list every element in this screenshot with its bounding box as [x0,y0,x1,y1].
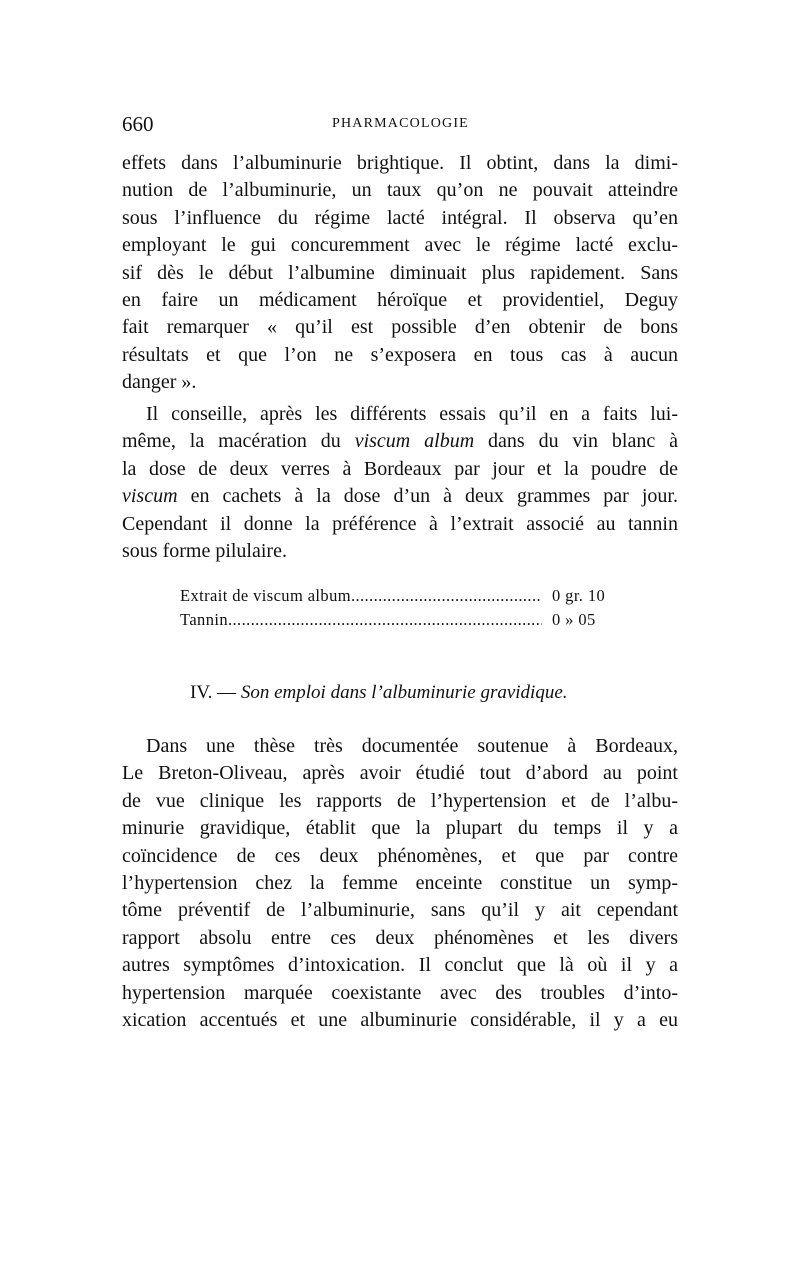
text-line [122,483,678,510]
running-head: PHARMACOLOGIE [332,116,469,131]
section-title-text: Son emploi dans l’albuminurie gravidique. [240,682,568,703]
text-line: effets dans l’albuminurie brightique. Il obtint, dans la dimi- [122,152,678,174]
text-line: sif dès le début l’albumine diminuait plus rapidement. Sans [122,261,678,284]
text-line: tôme préventif de l’albuminurie, sans qu’il y ait cependant [122,899,678,922]
text-line: hypertension marquée coexistante avec des troubles d’into- [122,981,678,1004]
text-line: Dans une thèse très documentée soutenue à Bordeaux, [146,735,678,757]
text-line: danger ». [122,371,197,394]
formula-dose: 0 gr. 10 [552,586,606,605]
paragraph-2 [122,401,678,565]
text-line: minurie gravidique, établit que la plupart du temps il y a [122,817,678,840]
page-header [122,112,678,142]
text-line: Le Breton-Oliveau, après avoir étudié tout d’abord au point [122,762,678,785]
text-line: rapport absolu entre ces deux phénomènes et les divers [122,926,678,949]
text-span: dans du vin blanc à [474,430,678,453]
text-line: la dose de deux verres à Bordeaux par jour et la poudre de [122,457,678,480]
text-line: coïncidence de ces deux phénomènes, et que par contre [122,844,678,867]
text-line: nution de l’albuminurie, un taux qu’on ne pouvait atteindre [122,179,678,202]
formula-row [180,584,640,608]
text-line: fait remarquer « qu’il est possible d’en obtenir de bons [122,316,678,339]
prescription-formula [180,584,640,632]
page-number: 660 [122,112,154,136]
text-line: autres symptômes d’intoxication. Il conclut que là où il y a [122,954,678,977]
text-line: en faire un médicament héroïque et providentiel, Deguy [122,288,678,311]
formula-row [180,608,640,632]
text-line: sous forme pilulaire. [122,539,287,562]
formula-ingredient: Extrait de viscum album [180,586,351,605]
text-line: Cependant il donne la préférence à l’extrait associé au tannin [122,512,678,535]
text-line: Il conseille, après les différents essais qu’il en a faits lui- [146,403,678,425]
text-span: en cachets à la dose d’un à deux grammes par jour. [177,485,678,508]
paragraph-3 [122,733,678,1034]
dot-leader [228,608,542,632]
text-line: de vue clinique les rapports de l’hypertension et de l’albu- [122,789,678,812]
text-line: xication accentués et une albuminurie considérable, il y a eu [122,1008,678,1031]
text-span: même, la macération du [122,430,355,453]
text-line: résultats et que l’on ne s’exposera en tous cas à aucun [122,343,678,366]
formula-dose: 0 » 05 [552,610,596,629]
italic-term: viscum [122,485,178,508]
italic-term: viscum album [354,430,475,453]
text-line: l’hypertension chez la femme enceinte constitue un symp- [122,871,678,894]
section-number: IV. — [190,682,241,703]
dot-leader [351,584,542,608]
paragraph-1 [122,150,678,397]
text-line: employant le gui concuremment avec le régime lacté exclu- [122,234,678,257]
text-line: sous l’influence du régime lacté intégral. Il observa qu’en [122,206,678,229]
text-line [122,428,678,455]
formula-ingredient: Tannin [180,610,228,629]
section-heading [190,682,568,704]
